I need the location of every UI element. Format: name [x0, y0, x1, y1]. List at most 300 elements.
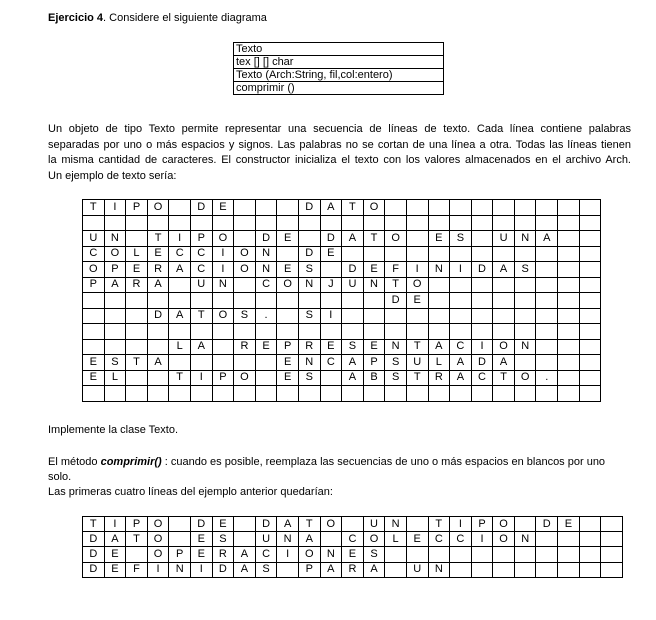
grid-cell: O	[83, 262, 105, 278]
grid-cell	[126, 547, 148, 562]
grid-cell	[234, 215, 256, 231]
grid-cell: T	[190, 308, 212, 324]
grid-cell	[298, 386, 320, 402]
grid-cell: N	[255, 262, 277, 278]
grid-cell	[536, 386, 558, 402]
grid-cell	[514, 386, 536, 402]
grid-cell: N	[212, 277, 234, 293]
grid-cell	[514, 277, 536, 293]
grid-cell: N	[298, 277, 320, 293]
grid-cell	[406, 547, 428, 562]
grid-cell	[406, 517, 428, 532]
grid-cell: E	[83, 355, 105, 371]
grid-cell	[147, 293, 169, 309]
grid-cell: N	[385, 339, 407, 355]
grid-cell: O	[320, 517, 342, 532]
grid-cell: C	[428, 532, 450, 547]
grid-cell: T	[126, 532, 148, 547]
grid-cell	[126, 370, 148, 386]
grid-cell	[428, 308, 450, 324]
grid-cell	[320, 532, 342, 547]
grid-cell	[536, 308, 558, 324]
grid-cell	[471, 386, 493, 402]
grid-cell: A	[493, 355, 515, 371]
grid-cell	[234, 277, 256, 293]
grid-cell: E	[212, 200, 234, 216]
grid-cell	[579, 324, 601, 340]
grid-cell	[579, 215, 601, 231]
grid-cell	[147, 370, 169, 386]
grid-cell	[104, 308, 126, 324]
grid-cell: D	[255, 231, 277, 247]
grid-cell: C	[342, 532, 364, 547]
grid-cell: E	[363, 339, 385, 355]
grid-cell	[493, 277, 515, 293]
grid-cell	[471, 231, 493, 247]
grid-cell: C	[255, 547, 277, 562]
grid-cell: T	[342, 200, 364, 216]
grid-cell	[471, 215, 493, 231]
grid-cell: A	[536, 231, 558, 247]
grid-row	[83, 277, 601, 293]
grid-cell	[579, 562, 601, 577]
grid-cell	[471, 308, 493, 324]
grid-cell: P	[190, 231, 212, 247]
grid-cell: A	[450, 355, 472, 371]
implement-instruction: Implemente la clase Texto.	[48, 424, 179, 436]
grid-cell: P	[277, 339, 299, 355]
grid-cell	[190, 215, 212, 231]
grid-cell: O	[234, 370, 256, 386]
grid-cell: D	[298, 200, 320, 216]
grid-cell	[212, 215, 234, 231]
grid-cell: I	[104, 200, 126, 216]
grid-cell: N	[298, 355, 320, 371]
grid-cell	[363, 324, 385, 340]
grid-cell: U	[493, 231, 515, 247]
grid-cell	[277, 324, 299, 340]
grid-cell	[255, 355, 277, 371]
grid-cell	[428, 215, 450, 231]
grid-row	[83, 339, 601, 355]
grid-cell: O	[493, 532, 515, 547]
grid-cell: S	[385, 355, 407, 371]
grid-cell	[212, 355, 234, 371]
grid-cell: S	[385, 370, 407, 386]
grid-cell	[558, 339, 580, 355]
description-line: separadas por uno o más espacios y signos. Las palabras no se cortan de una línea a otra. Todas las líneas tienen	[48, 138, 631, 151]
grid-cell	[406, 386, 428, 402]
grid-cell: N	[363, 277, 385, 293]
method-description-cont: solo.	[48, 471, 72, 483]
method-description	[48, 455, 605, 470]
grid-cell: U	[342, 277, 364, 293]
grid-cell	[450, 293, 472, 309]
grid-row	[83, 308, 601, 324]
grid-cell	[169, 200, 191, 216]
grid-cell: I	[406, 262, 428, 278]
grid-cell: I	[320, 308, 342, 324]
grid-cell	[579, 277, 601, 293]
grid-cell	[514, 324, 536, 340]
grid-cell	[298, 231, 320, 247]
grid-cell	[234, 532, 256, 547]
grid-cell	[558, 293, 580, 309]
grid-cell: I	[450, 262, 472, 278]
grid-row	[83, 562, 623, 577]
grid-cell: P	[169, 547, 191, 562]
grid-cell	[342, 517, 364, 532]
grid-cell	[277, 200, 299, 216]
grid-cell	[558, 215, 580, 231]
grid-cell: P	[83, 277, 105, 293]
grid-cell	[471, 200, 493, 216]
grid-cell: A	[234, 547, 256, 562]
grid-cell	[579, 293, 601, 309]
grid-cell	[342, 246, 364, 262]
grid-cell	[579, 246, 601, 262]
description-line: Un objeto de tipo Texto permite representar una secuencia de líneas de texto. Cada línea contiene palabras	[48, 123, 631, 135]
grid-cell: C	[471, 370, 493, 386]
grid-cell: U	[255, 532, 277, 547]
grid-cell: I	[277, 547, 299, 562]
grid-cell: R	[212, 547, 234, 562]
grid-cell	[363, 215, 385, 231]
grid-cell	[255, 386, 277, 402]
grid-cell: T	[385, 277, 407, 293]
grid-cell	[514, 246, 536, 262]
grid-cell: E	[190, 547, 212, 562]
grid-cell: L	[428, 355, 450, 371]
grid-cell	[363, 386, 385, 402]
grid-cell	[450, 562, 472, 577]
grid-cell: I	[190, 562, 212, 577]
grid-cell: N	[385, 517, 407, 532]
grid-cell: E	[342, 547, 364, 562]
grid-cell: A	[342, 370, 364, 386]
grid-cell	[83, 324, 105, 340]
grid-cell	[320, 262, 342, 278]
description-line: la misma cantidad de caracteres. El constructor inicializa el texto con los valores almacenados en el archivo Arch.	[48, 154, 631, 166]
grid-row	[83, 547, 623, 562]
grid-cell: E	[277, 262, 299, 278]
description-line: Un ejemplo de texto sería:	[48, 169, 177, 182]
grid-cell: A	[320, 200, 342, 216]
grid-cell	[147, 339, 169, 355]
grid-cell	[320, 370, 342, 386]
grid-cell: D	[320, 231, 342, 247]
grid-cell: L	[169, 339, 191, 355]
grid-cell: J	[320, 277, 342, 293]
grid-cell: B	[363, 370, 385, 386]
grid-cell	[514, 308, 536, 324]
grid-cell	[169, 355, 191, 371]
grid-cell: O	[406, 277, 428, 293]
grid-cell	[104, 386, 126, 402]
grid-cell: T	[298, 517, 320, 532]
grid-cell: A	[169, 308, 191, 324]
grid-cell	[363, 293, 385, 309]
grid-cell	[126, 293, 148, 309]
grid-cell: O	[212, 308, 234, 324]
grid-cell: T	[147, 231, 169, 247]
grid-cell	[493, 246, 515, 262]
grid-cell	[277, 293, 299, 309]
grid-cell	[234, 517, 256, 532]
grid-cell: I	[471, 532, 493, 547]
grid-cell	[450, 277, 472, 293]
grid-cell	[277, 386, 299, 402]
grid-row	[83, 262, 601, 278]
uml-method: comprimir ()	[234, 82, 444, 95]
grid-cell: N	[320, 547, 342, 562]
grid-cell: E	[277, 370, 299, 386]
grid-cell: .	[255, 308, 277, 324]
grid-cell	[450, 200, 472, 216]
grid-cell	[126, 324, 148, 340]
grid-cell: O	[234, 246, 256, 262]
grid-row	[83, 386, 601, 402]
grid-cell: N	[514, 532, 536, 547]
grid-cell: A	[147, 277, 169, 293]
grid-cell: A	[190, 339, 212, 355]
grid-cell	[471, 246, 493, 262]
grid-cell	[190, 324, 212, 340]
grid-cell: R	[126, 277, 148, 293]
grid-cell: N	[428, 262, 450, 278]
grid-cell: O	[104, 246, 126, 262]
grid-cell: E	[277, 231, 299, 247]
grid-cell	[234, 293, 256, 309]
grid-cell: N	[277, 532, 299, 547]
grid-cell: E	[363, 262, 385, 278]
grid-cell	[558, 262, 580, 278]
grid-cell	[514, 215, 536, 231]
uml-class-diagram	[233, 42, 444, 95]
grid-cell: C	[169, 246, 191, 262]
grid-cell: D	[212, 562, 234, 577]
grid-cell: A	[298, 532, 320, 547]
grid-cell	[190, 293, 212, 309]
grid-cell: O	[493, 339, 515, 355]
grid-cell: R	[298, 339, 320, 355]
grid-cell: O	[514, 370, 536, 386]
grid-cell	[169, 517, 191, 532]
grid-cell	[536, 246, 558, 262]
grid-cell	[342, 215, 364, 231]
grid-cell	[342, 386, 364, 402]
grid-row	[83, 517, 623, 532]
grid-cell: D	[190, 200, 212, 216]
grid-cell: A	[104, 532, 126, 547]
grid-cell: E	[104, 547, 126, 562]
grid-cell	[493, 200, 515, 216]
grid-cell	[601, 547, 623, 562]
grid-cell: A	[277, 517, 299, 532]
grid-cell	[536, 215, 558, 231]
grid-cell	[493, 293, 515, 309]
grid-row	[83, 370, 601, 386]
grid-cell: N	[255, 246, 277, 262]
grid-row	[83, 246, 601, 262]
grid-cell: I	[147, 562, 169, 577]
grid-cell: E	[83, 370, 105, 386]
grid-cell	[363, 308, 385, 324]
grid-cell	[601, 517, 623, 532]
grid-cell: C	[190, 262, 212, 278]
grid-cell	[450, 324, 472, 340]
grid-cell: A	[450, 370, 472, 386]
grid-cell	[471, 324, 493, 340]
grid-cell: N	[514, 231, 536, 247]
grid-cell: S	[104, 355, 126, 371]
grid-cell: D	[147, 308, 169, 324]
grid-cell	[514, 547, 536, 562]
grid-cell: N	[514, 339, 536, 355]
grid-cell: F	[385, 262, 407, 278]
grid-cell	[579, 231, 601, 247]
grid-cell	[104, 293, 126, 309]
grid-cell: S	[342, 339, 364, 355]
grid-cell: D	[471, 262, 493, 278]
grid-cell: I	[190, 370, 212, 386]
grid-cell	[169, 293, 191, 309]
grid-cell	[450, 386, 472, 402]
grid-cell: O	[363, 532, 385, 547]
grid-cell	[428, 277, 450, 293]
grid-cell	[493, 215, 515, 231]
grid-cell	[493, 308, 515, 324]
grid-cell: T	[493, 370, 515, 386]
grid-cell: A	[342, 231, 364, 247]
grid-cell: S	[298, 370, 320, 386]
grid-cell: P	[363, 355, 385, 371]
grid-cell	[104, 324, 126, 340]
grid-cell	[579, 262, 601, 278]
grid-cell: P	[298, 562, 320, 577]
grid-cell	[126, 308, 148, 324]
grid-row	[83, 324, 601, 340]
grid-cell: U	[190, 277, 212, 293]
grid-cell: A	[169, 262, 191, 278]
grid-cell	[255, 324, 277, 340]
grid-cell: P	[126, 517, 148, 532]
exercise-label: Ejercicio 4	[48, 12, 104, 24]
grid-cell: S	[450, 231, 472, 247]
grid-row	[83, 231, 601, 247]
grid-cell: T	[169, 370, 191, 386]
method-suffix: : cuando es posible, reemplaza las secuencias de uno o más espacios en blancos por uno	[161, 456, 606, 468]
exercise-heading	[48, 11, 267, 26]
grid-cell	[493, 324, 515, 340]
grid-cell	[558, 370, 580, 386]
grid-cell: E	[212, 517, 234, 532]
grid-cell: S	[363, 547, 385, 562]
grid-cell	[536, 324, 558, 340]
grid-cell	[169, 277, 191, 293]
grid-cell	[428, 324, 450, 340]
grid-cell: A	[147, 355, 169, 371]
grid-cell: I	[169, 231, 191, 247]
exercise-heading-text: . Considere el siguiente diagrama	[103, 12, 267, 24]
grid-cell	[212, 324, 234, 340]
grid-cell	[428, 293, 450, 309]
grid-cell	[234, 355, 256, 371]
grid-cell: A	[320, 562, 342, 577]
grid-cell: C	[190, 246, 212, 262]
grid-cell	[234, 324, 256, 340]
compressed-text-grid	[82, 516, 623, 578]
grid-cell	[536, 562, 558, 577]
grid-cell	[385, 246, 407, 262]
grid-cell	[83, 339, 105, 355]
grid-cell	[579, 200, 601, 216]
grid-cell: E	[428, 231, 450, 247]
grid-cell	[385, 562, 407, 577]
grid-cell: E	[558, 517, 580, 532]
grid-cell: E	[104, 562, 126, 577]
grid-cell	[169, 386, 191, 402]
grid-cell	[450, 308, 472, 324]
grid-cell	[126, 231, 148, 247]
grid-cell	[579, 547, 601, 562]
grid-cell	[514, 517, 536, 532]
grid-cell	[471, 547, 493, 562]
grid-cell	[428, 547, 450, 562]
grid-cell: L	[126, 246, 148, 262]
grid-cell	[385, 386, 407, 402]
grid-cell	[320, 386, 342, 402]
description-paragraph	[48, 122, 631, 184]
grid-cell: C	[255, 277, 277, 293]
grid-cell	[406, 324, 428, 340]
grid-cell	[147, 324, 169, 340]
grid-cell: N	[104, 231, 126, 247]
grid-cell: U	[83, 231, 105, 247]
grid-cell: O	[493, 517, 515, 532]
grid-cell: T	[83, 517, 105, 532]
grid-cell	[83, 215, 105, 231]
grid-cell	[471, 562, 493, 577]
grid-cell	[406, 200, 428, 216]
grid-cell	[536, 339, 558, 355]
grid-cell	[83, 308, 105, 324]
grid-cell: E	[126, 262, 148, 278]
grid-cell	[558, 200, 580, 216]
grid-cell	[428, 246, 450, 262]
grid-cell: D	[385, 293, 407, 309]
grid-cell: S	[298, 308, 320, 324]
grid-cell	[277, 215, 299, 231]
grid-cell: O	[147, 517, 169, 532]
grid-cell: A	[342, 355, 364, 371]
grid-cell: O	[147, 532, 169, 547]
grid-cell	[558, 324, 580, 340]
grid-cell: R	[428, 370, 450, 386]
grid-cell: S	[255, 562, 277, 577]
grid-cell	[558, 547, 580, 562]
grid-cell: P	[126, 200, 148, 216]
grid-cell	[579, 308, 601, 324]
grid-cell: E	[320, 246, 342, 262]
grid-cell: C	[320, 355, 342, 371]
grid-cell: R	[342, 562, 364, 577]
grid-cell	[471, 277, 493, 293]
uml-constructor: Texto (Arch:String, fil,col:entero)	[234, 69, 444, 82]
grid-cell	[147, 386, 169, 402]
grid-cell	[277, 308, 299, 324]
grid-cell	[514, 200, 536, 216]
